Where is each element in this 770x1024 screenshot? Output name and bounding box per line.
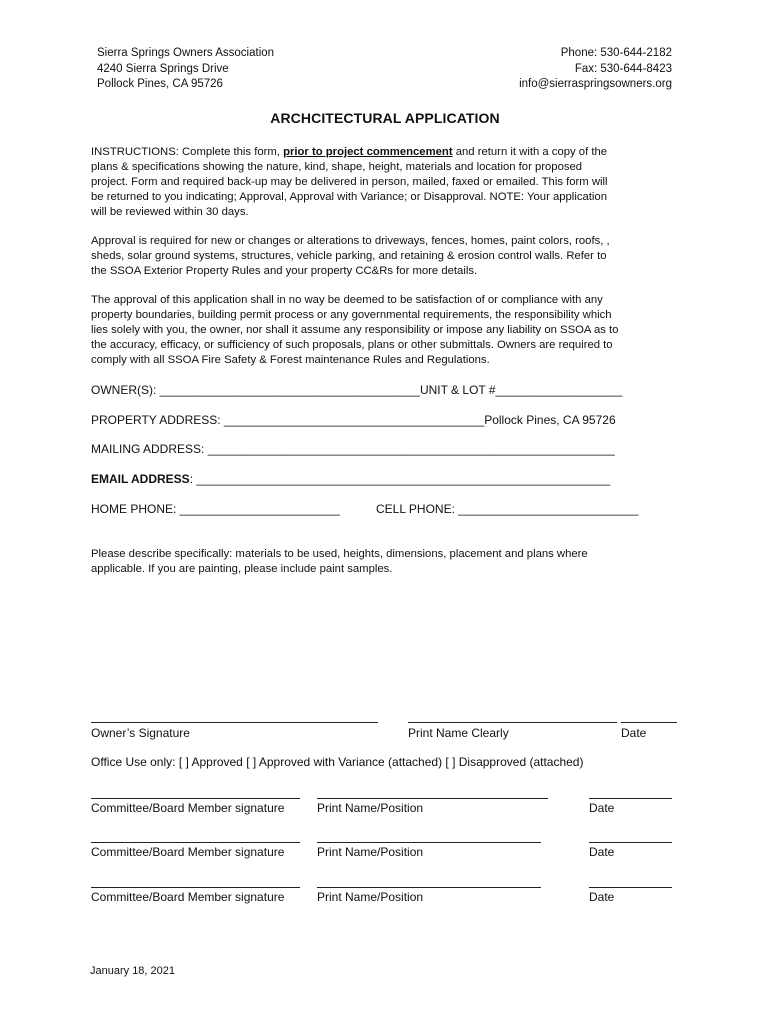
liability-line: lies solely with you, the owner, nor shall it assume any responsibility or impose any liability on SSOA as to [91,324,619,336]
instructions-tail: and return it with a copy of the [452,146,608,158]
mailing-address-field[interactable]: MAILING ADDRESS: _____________________________________________________________ [91,442,615,456]
instructions-lead: INSTRUCTIONS: Complete this form, [91,146,284,158]
committee-date-label: Date [589,801,615,815]
liability-line: the accuracy, efficacy, or sufficiency of such proposals, plans or other submittals. Owners are required to [91,339,613,351]
instructions-line: will be reviewed within 30 days. [91,206,249,218]
owners-field[interactable]: OWNER(S): _______________________________________UNIT & LOT #___________________ [91,383,623,397]
instructions-emphasis: prior to project commencement [283,146,453,158]
committee-signature-line[interactable] [91,842,300,843]
org-street: 4240 Sierra Springs Drive [97,62,229,75]
committee-signature-label: Committee/Board Member signature [91,845,285,859]
liability-line: property boundaries, building permit process or any governmental requirements, the responsibility which [91,309,612,321]
committee-signature-line[interactable] [91,798,300,799]
org-phone: Phone: 530-644-2182 [560,47,672,59]
committee-print-label: Print Name/Position [317,801,424,815]
committee-print-label: Print Name/Position [317,890,424,904]
committee-print-line[interactable] [317,842,541,843]
describe-line: applicable. If you are painting, please include paint samples. [91,563,393,575]
committee-date-line[interactable] [589,842,672,843]
liability-line: comply with all SSOA Fire Safety & Forest maintenance Rules and Regulations. [91,354,490,366]
org-fax: Fax: 530-644-8423 [574,62,672,75]
email-address-blank: : ______________________________________________________________ [189,472,611,486]
owner-date-line[interactable] [621,722,677,723]
instructions-line: plans & specifications showing the nature, kind, shape, height, materials and location for proposed [91,161,583,173]
committee-print-label: Print Name/Position [317,845,424,859]
approval-line: the SSOA Exterior Property Rules and your property CC&Rs for more details. [91,265,478,277]
instructions-line: project. Form and required back-up may be delivered in person, mailed, faxed or emailed. This form will [91,176,608,188]
liability-paragraph [91,293,683,368]
committee-signature-label: Committee/Board Member signature [91,801,285,815]
committee-signature-line[interactable] [91,887,300,888]
print-name-line[interactable] [408,722,617,723]
email-address-field[interactable] [91,472,610,486]
property-address-field[interactable]: PROPERTY ADDRESS: _______________________________________Pollock Pines, CA 95726 [91,413,616,427]
org-contact-block [519,46,672,93]
email-address-label: EMAIL ADDRESS [91,472,190,486]
owner-signature-line[interactable] [91,722,378,723]
cell-phone-field[interactable]: CELL PHONE: ___________________________ [376,502,639,516]
org-name: Sierra Springs Owners Association [97,47,275,59]
org-email: info@sierraspringsowners.org [519,78,672,90]
liability-line: The approval of this application shall in no way be deemed to be satisfaction of or compliance with any [91,294,603,306]
footer-date: January 18, 2021 [90,965,176,977]
approval-line: Approval is required for new or changes or alterations to driveways, fences, homes, paint colors, roofs, , [91,235,610,247]
instructions-line: be returned to you indicating; Approval, Approval with Variance; or Disapproval. NOTE: Your application [91,191,607,203]
committee-date-line[interactable] [589,798,672,799]
committee-print-line[interactable] [317,887,541,888]
committee-date-label: Date [589,890,615,904]
approval-paragraph [91,234,683,279]
office-use-line: Office Use only: [ ] Approved [ ] Approved with Variance (attached) [ ] Disapproved (attached) [91,755,584,769]
committee-print-line[interactable] [317,798,548,799]
home-phone-field[interactable]: HOME PHONE: ________________________ [91,502,340,516]
org-city: Pollock Pines, CA 95726 [97,78,223,90]
page-title: ARCHCITECTURAL APPLICATION [270,110,500,126]
instructions-paragraph [91,145,683,220]
describe-line: Please describe specifically: materials to be used, heights, dimensions, placement and plans where [91,548,588,560]
owner-signature-label: Owner’s Signature [91,726,190,740]
describe-paragraph [91,547,683,577]
org-address-block [97,46,274,93]
committee-date-line[interactable] [589,887,672,888]
committee-date-label: Date [589,845,615,859]
instructions-line-1 [91,145,683,160]
approval-line: sheds, solar ground systems, structures, vehicle parking, and retaining & erosion control walls. Refer to [91,250,607,262]
owner-date-label: Date [621,726,647,740]
committee-signature-label: Committee/Board Member signature [91,890,285,904]
print-name-label: Print Name Clearly [408,726,509,740]
